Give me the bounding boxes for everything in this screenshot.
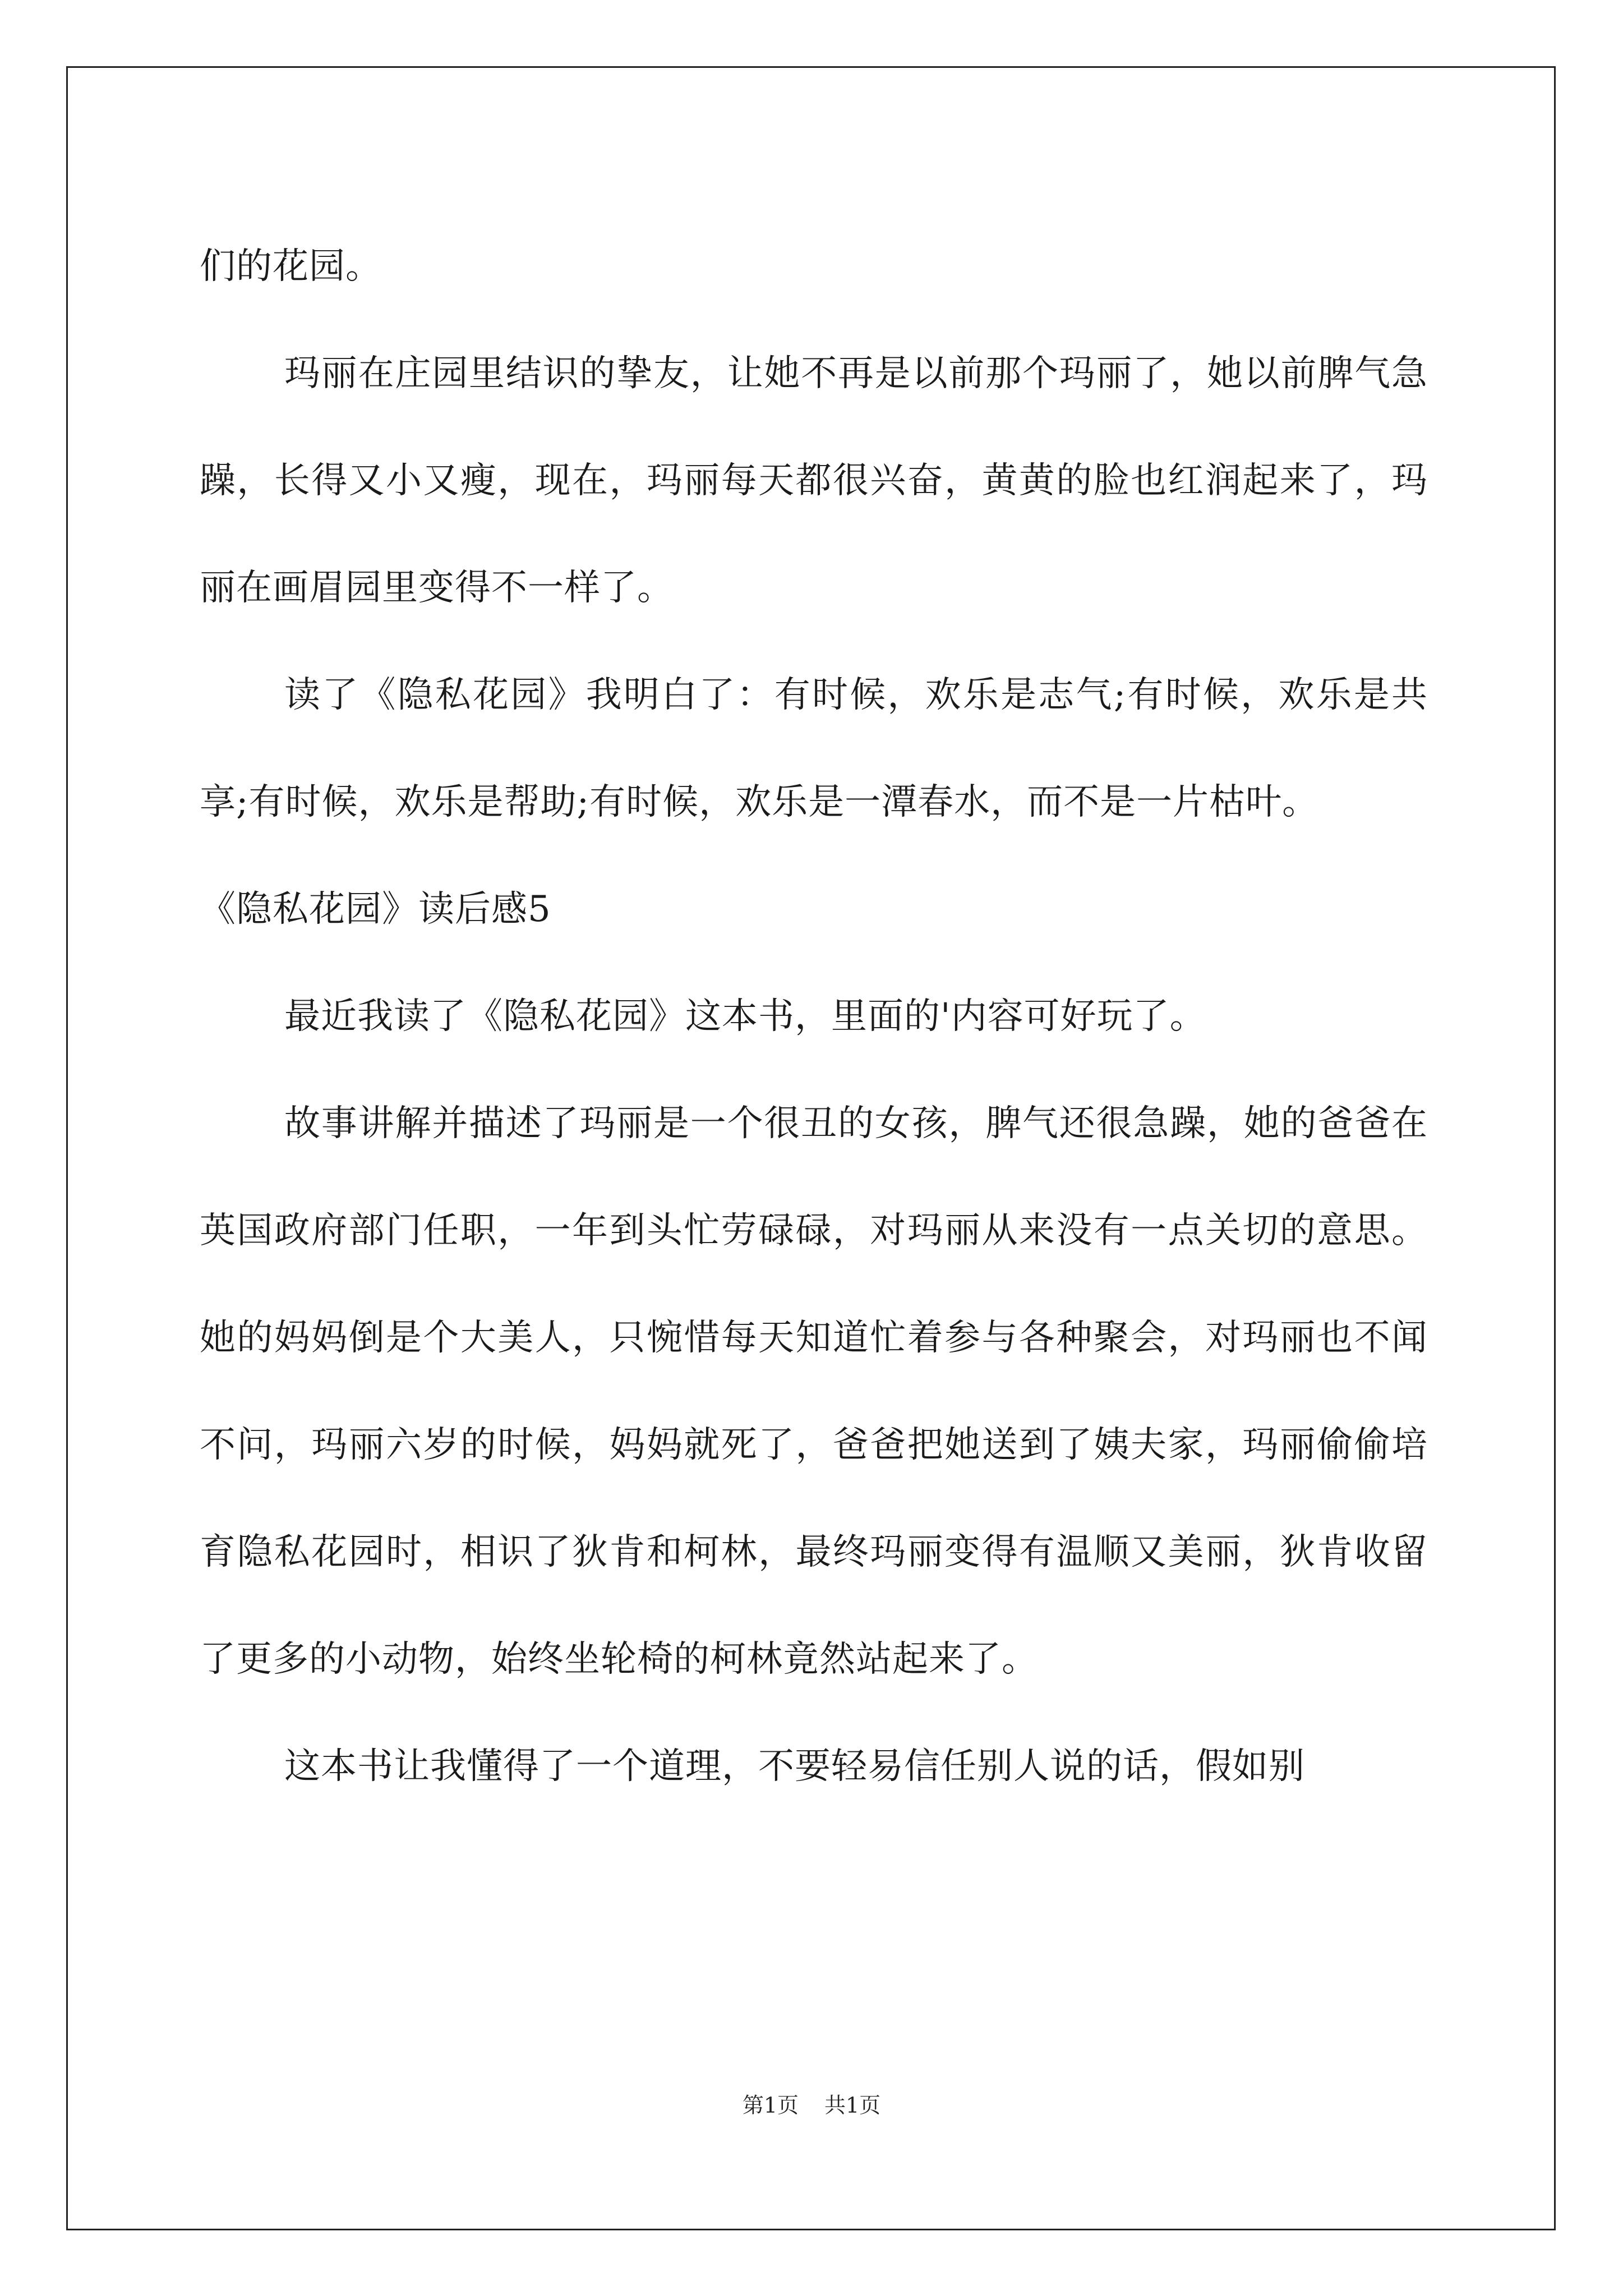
paragraph-lesson: 这本书让我懂得了一个道理，不要轻易信任别人说的话，假如别 <box>284 1746 1305 1787</box>
document-body <box>200 213 1428 1820</box>
page-number: 第1页 <box>742 2093 799 2118</box>
paragraph-story-summary: 故事讲解并描述了玛丽是一个很丑的女孩，脾气还很急躁，她的爸爸在英国政府部门任职，一年到头忙劳碌碌，对玛丽从来没有一点关切的意思。她的妈妈倒是个大美人，只惋惜每天知道忙着参与各种聚会，对玛丽也不闻不问，玛丽六岁的时候，妈妈就死了，爸爸把她送到了姨夫家，玛丽偷偷培育隐私花园时，相识了狄肯和柯林，最终玛丽变得有温顺又美丽，狄肯收留了更多的小动物，始终坐轮椅的柯林竟然站起来了。 <box>200 1103 1428 1680</box>
page-footer <box>0 2088 1623 2119</box>
section-heading: 《隐私花园》读后感5 <box>200 889 551 930</box>
paragraph-reflection: 读了《隐私花园》我明白了：有时候，欢乐是志气;有时候，欢乐是共享;有时候，欢乐是帮助;有时候，欢乐是一潭春水，而不是一片枯叶。 <box>200 674 1428 823</box>
paragraph-mary-changes: 玛丽在庄园里结识的挚友，让她不再是以前那个玛丽了，她以前脾气急躁，长得又小又瘦，现在，玛丽每天都很兴奋，黄黄的脸也红润起来了，玛丽在画眉园里变得不一样了。 <box>200 353 1428 609</box>
paragraph-continuation: 们的花园。 <box>200 246 382 287</box>
page-total: 共1页 <box>824 2093 881 2118</box>
paragraph-intro: 最近我读了《隐私花园》这本书，里面的'内容可好玩了。 <box>284 996 1206 1037</box>
